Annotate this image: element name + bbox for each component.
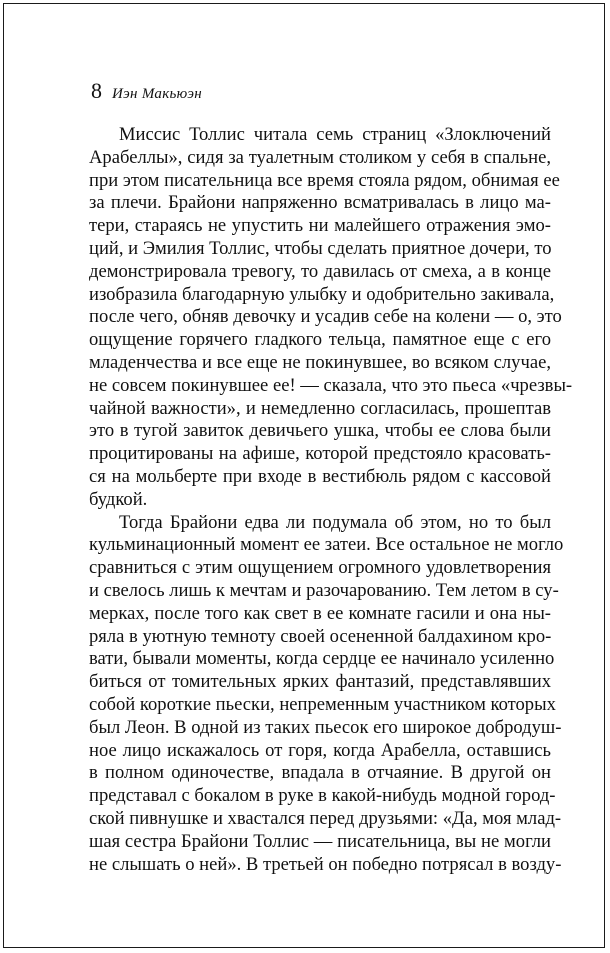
text-line: ное лицо искажалось от горя, когда Арабелла, оставшись [89,739,551,761]
text-line: был Леон. В одной из таких пьесок его широкое добродуш- [89,716,562,738]
text-line: чайной важности», и немедленно согласилась, прошептав [89,397,551,419]
text-line: при этом писательница все время стояла рядом, обнимая ее [89,169,560,191]
text-line: будкой. [89,488,148,510]
text-line: это в тугой завиток девичьего ушка, чтобы ее слова были [89,420,551,442]
text-line: ской пивнушке и хвастался перед друзьями: «Да, моя млад- [89,807,562,829]
text-line: Тогда Брайони едва ли подумала об этом, но то был [119,511,551,533]
body-text [89,124,573,876]
text-line: вати, бывали моменты, когда сердце ее начинало усиленно [89,648,555,670]
text-line: ряла в уютную темноту своей осененной балдахином кро- [89,625,552,647]
text-line: мерках, после того как свет в ее комнате гасили и она ны- [89,602,551,624]
book-page [3,3,605,948]
paragraph [89,124,573,512]
text-line: демонстрировала тревогу, то давилась от смеха, а в конце [89,260,551,282]
page-number: 8 [91,78,102,103]
text-line: ций, и Эмилия Толлис, чтобы сделать приятное дочери, то [89,237,552,259]
text-line: Арабеллы», сидя за туалетным столиком у себя в спальне, [89,146,551,168]
text-line: за плечи. Брайони напряженно всматривалась в лицо ма- [89,192,551,214]
text-line: кульминационный момент ее затеи. Все остальное не могло [89,534,564,556]
text-line: биться от томительных ярких фантазий, представлявших [89,671,551,693]
text-line: шая сестра Брайони Толлис — писательница, вы не могли [89,830,551,852]
text-line: сравниться с этим ощущением огромного удовлетворения [89,557,551,579]
text-line: собой короткие пьески, непременным участником которых [89,693,556,715]
text-line: и свелось лишь к мечтам и разочарованию. Тем летом в су- [89,579,559,601]
text-line: в полном одиночестве, впадала в отчаяние. В другой он [89,762,551,784]
text-line: ся на мольберте при входе в вестибюль рядом с кассовой [89,465,551,487]
text-line: тери, стараясь не упустить ни малейшего отражения эмо- [89,215,551,237]
text-line: процитированы на афише, которой предстояло красовать- [89,443,551,465]
text-line: ощущение горячего гладкого тельца, памятное еще с его [89,329,551,351]
text-line: Миссис Толлис читала семь страниц «Злоключений [119,124,551,145]
text-line: представал с бокалом в руке в какой-нибудь модной город- [89,785,556,807]
text-line: младенчества и все еще не покинувшее, во всяком случае, [89,351,551,373]
paragraph [89,511,564,877]
running-title: Иэн Макьюэн [112,86,202,102]
text-line: после чего, обняв девочку и усадив себе на колени — о, это [89,306,562,328]
text-line: изобразила благодарную улыбку и одобрительно закивала, [89,283,555,305]
text-line: не слышать о ней». В третьей он победно потрясал в возду- [89,853,562,875]
text-line: не совсем покинувшее ее! — сказала, что это пьеса «чрезвы- [89,374,573,396]
page-header [91,78,202,104]
